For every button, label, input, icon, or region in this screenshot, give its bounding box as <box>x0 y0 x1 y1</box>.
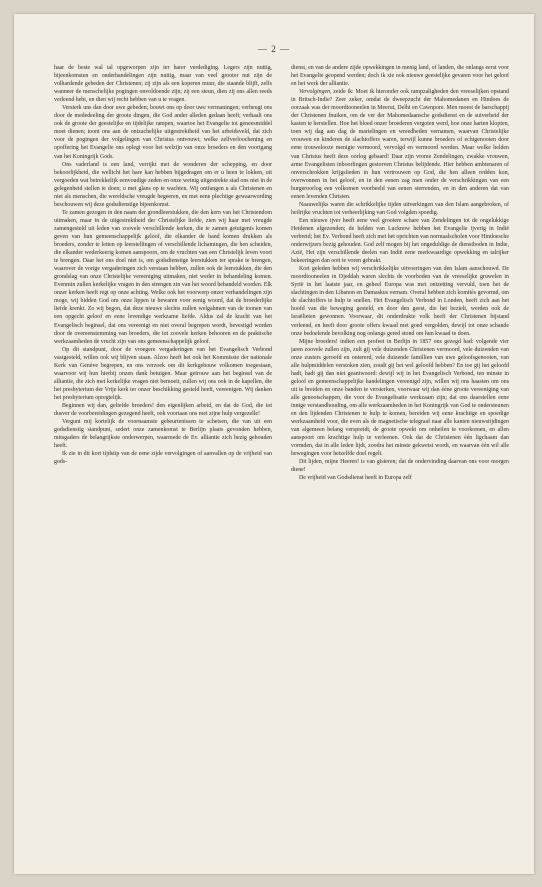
paragraph: Dit lijden, mijne Heeren! is van gisteren; dat de ondervinding daarvan ons voor morgen diene! <box>291 459 509 474</box>
paragraph: Op dit standpunt, door de vroegere vergaderingen van het Evangelisch Verbond vastgesteld, willen ook wij blijven staan. Alzoo heeft het ook het Kommissie der nationale Kerk van Genève begrepen, en ons verzoek om dit kerkgebouw volkomen toegestaan, waarvoor wij hun hierbij onzen dank betuigen. Maar getrouw aan het beginsel van de alliantie, die zich met kerkelijke vragen niet bemoeit, zullen wij ons ook in de kapellen, die het presbyterium der Vrije kerk ter onzer beschikking gesteld heeft, vereenigen. Wij danken het presbyterium opregtelijk. <box>54 346 272 401</box>
paragraph: Naauwelijks waren die schrikkelijke tijden uitverkingen van den Islam aangebroken, of heilrijke vruchten tot verheerlijking van God volgden spoedig. <box>291 201 509 216</box>
page-number: — 2 — <box>258 44 290 54</box>
left-column <box>54 64 272 844</box>
paragraph-lead: Vervolgingen, <box>299 89 332 96</box>
paragraph: Mijne broeders! indien een profeet in Berlijn in 1857 ons gezegd had: volgende vier jaren zoovele zullen zijn, zult gij vele duizenden Christenen vermoord, vele duizenden van onze zusters geroofd en ontererd, vele duizende famillien van uwe geloofsgenooten, van alle hulpmiddelen verstoken zien, zoudt gij het wel geloofd hebben? En toe gij het geloofd hadt, hadt gij dan niet geantwoord: dewijl wij in het Evangelisch Verbond, ten minste in geloof en gemeenschappelijke handelingen vereenigd zijn, willen wij ons haasten om ons uit te breiden en onze banden te versterken, voorwaar wij dan ééne groote vereeniging van alle genootschappen, die voor de Evangelisatie werkzaam zijn; dat ons daarstellen eene innige verstandhouding, om alle werkzaamheden in het Koningrijk van God te ondersteunen en den lijdenden Christenen te hulp te komen, bereiden wij eene krachtige en spoedige werkzaamheid voor, die even als de magnetische telegraaf naar alle kanten nieuwstijdingen van algemeen belang verspreidt, de groote opwekt om onheilen te voorkomen, en allen aanspoort om krachtige hulp te verleenen. Ook dat de Christenen één ligchaam dan vormden, dat in alle leden lijdt, zoodra het minste gekwetst wordt, en waarvan één wil alle bewegingen voor hetzelfde doel regelt. <box>291 338 509 458</box>
paragraph: Ik zie in dit kort tijdstip van de eene zijde vervolgingen of aanvallen op de vrijheid van gods- <box>54 451 272 466</box>
document-page <box>14 14 534 874</box>
paragraph: haar de beste wal tal opgeworpen zijn ter harer verdediging. Legers zijn nuttig, bijeenkomsten en onderhandelingen zijn nuttig, maar van veel grooter nut zijn de volhardende gebeden der Christenen; zij zijn als een koperen muur, die staande blijft, zelfs wanneer de menschelijke pogingen onvoldoende zijn; zij een steun, dien zij ons allen reeds verleend hebt, en dien wij recht hebben van u te vragen. <box>54 65 272 104</box>
paragraph-body: zeide ik: Moet ik hieronder ook rampzaligheden den vreeselijken opstand in Britsch-Indie? Zeer zeker, omdat de dweepzucht der Mahomedanen en Hindoes de oorzaak was der moordtooneelen in Meerut, Delhi en Cawnpore. Men moest de barschappij der Christenen fnuiken, om de ver der Mahomedaansche godsdienst en de suiverheid der kasten te herstellen. Hoe het bloed onzer broederen vergoten werd, hoe onze harten klopten, toen wij dag aan dag de martelingen en wreedheden vernamen, waarvan Christelijke vrouwen en kinderen de slachtoffers waren, terwijl kunne broeders of echtgenooten door eene trouwelooze menigte vermoord, vervolgd en vermoord werden. Maar welke helden van Christus heeft deze oorlog gebaard! Daar zijn vrome Zendelingen, zwakke vrouwen, arme Evangelisten inboorlingen gestorven Christus belijdende. Hier hebben ambtenaren of onverschrokken krijgslieden in hun vertrouwen op God, die hen alleen redden kon, overwonnen in het geloof, en in den eenen zag men onder de verschrikkingen van een burgeroorlog een volkomen voorbeeld van eenen sterrenden, en in den anderen dat van eenen levenden Christen. <box>291 89 509 200</box>
paragraph <box>291 88 509 201</box>
paragraph: dienst, en van de andere zijde opwekkingen in menig land, of landen, die onlangs eerst voor het Evangelie geopend werden; doch ik zie ook nieuwe geestelijke gevaren voor het geloof en het werk der alliantie. <box>291 65 509 88</box>
paragraph: Beginnen wij dan, geliefde broeders! den eigenlijken arbeid, en dat de God, die tot dusver de voorbereidingen gezegend heeft, ook voortaan ons met zijne hulp vergezelle! <box>54 402 272 418</box>
paragraph: Kort geleden hebben wij verschrikkelijke uitvoeringen van den Islam aanschouwd. De moordtooneelen in Djeddah waren slechts de voorboden van de vreeselijke gruwelen in Syrië in het laatste jaar, en geheel Europa was met ontzetting vervuld, toen het de slachtingen in den Libanon en Damaskus vernam. Overal hebben zich komités gevormd, om de slachtoffers te hulp te snellen. Het Evangelisch Verbond in Londen, heeft zich aan het hoofd van die beweging gesteld, en door den geest, die het bezielt, werden ook de Israëlieten gewonnen. Voorwaar, dit onderdrukte volk heeft der Christenen bijstand verleend, en heeft door groote offers kwaad met goed vergolden, dewijl tot onze schande onze bedoelende bevolking nog onlangs gered stond om hun kwaad te doen. <box>291 266 509 337</box>
paragraph: Vergunt mij kortelijk de voornaamste gebeurtenissen te schetsen, die van uit een godsdienstig standpunt, sedert onze zamenkomst te Berlijn plaats gevonden hebben, mitsgaders de belangrijkste onderwerpen, waarmede de Ev. alliantie zich bezig gehouden heeft. <box>54 419 272 450</box>
paragraph: Te zamen gezogen in den naam der grondleerstukken, die den kern van het Christendom uitmaken, maar in de uitgestrektheid der Christelijke liefde, zien wij haar met vreugde zamengesteld uit leden van zoovele verschillende kerken, die te zamen getuigenis komen geven van hun gemeenschappelijk geloof, die elkander de hand komen drukken als broeders, zonder te letten op leerstellingen of verschillende lichamingen, die hen scheiden, die elkander wederkeerig komen aanspoorn, om de vruchten van een Christelijk leven voort te brengen. Daar het ons doel niet is, om godsdienstige leerstukken ter sprake te brengen, waarover de vorige vergaderingen zich verstaan hebben, zullen ook de leerstukken, die den grondslag van onze Christelijke vereeniging uitmaken, niet weder in behandeling komen. Evenmin zullen kerkelijke vragen in den strengen zin van het woord behandeld worden. Elk onzer kerken heeft regt op onze achting. Welke ook het voorwerp onzer verhandelingen zijn moge, wij bidden God om onze lippen te bewaren voor eenig woord, dat de broederlijke liefde krenkt. Zo wij begon, dat deze nieuwe slechts zullen welgahmen van de toonen van een opgecht geloof en eene levendige werkzame liefde. Aldus zal de kracht van het Evangelisch beginsel, dat ons vereenigt en niet overal begrepen wordt, bevestigd worden door de overeenstemming van broeders, die tot zoovele kerken behooren en de praktische werkzaamheden de vrucht zijn van ons gemeenschappelijk geloof. <box>54 209 272 345</box>
paragraph: De vrijheid van Godsdienst heeft in Europa zelf <box>299 475 412 482</box>
paragraph: Een nieuwe ijver heeft eene veel grootere schare van Zendelingen tot de ongelukkige Heidenen afgezonden; de helden van Lucknow hebben het Evangelie ijverig in Indië verbreid; het Ev. Verbond heeft zich met het oprichten van normaalscholen voor Hindoesche onderwijzers bezig gehouden. God zelf mogen bij het ongeduldige de dienstboden in Indie, Azië, Het zijn verschillende deelen van Indië eene merkwaardige opwekking en talrijker bekeeringen dan ooit te voren gebrakt. <box>291 217 509 265</box>
right-column <box>291 64 509 844</box>
paragraph: Ons vaderland is een land, verrijkt met de wonderen der schepping, en door bekoorlijkheid, die wellicht het hare kan hebben bijgedragen om er u heen te lokken, uit vergoeden wat betrekkelijk eenvoudige zeden en onze weinig uitgestrekte stad ons niet in de gelegenheid stellen te doen; u met glans op te wachten. Wij ontfangen u als Christenen en niet als menschen, die wereldsche vreugde begeeren, en met eene plechtige gewaarwording beschouwen wij deze godsdienstige bijeenkomst. <box>54 161 272 208</box>
paragraph: Versterk uns dan door uwe gebeden; bouwt ons op door uwe vermaningen; verheugt ons door de mededeeling der groote dingen, die God ander alleden gedaan heeft; verhaalt ons ook de groote der geestelijke en tijdelijke rampen, waartoe het Evangelie tot geneesmiddel moet dienen; toont ons aan de ontzachelijke uitgestrektheid van het arbeidsveld, dat zich voor de pogingen der volgelingen van Christus ontvouwt; welke zelfverloochening en opoffering het Evangelie ons oplegt voor het welzijn van onze broeders en den voortgang van het Koningrijk Gods. <box>54 105 272 160</box>
